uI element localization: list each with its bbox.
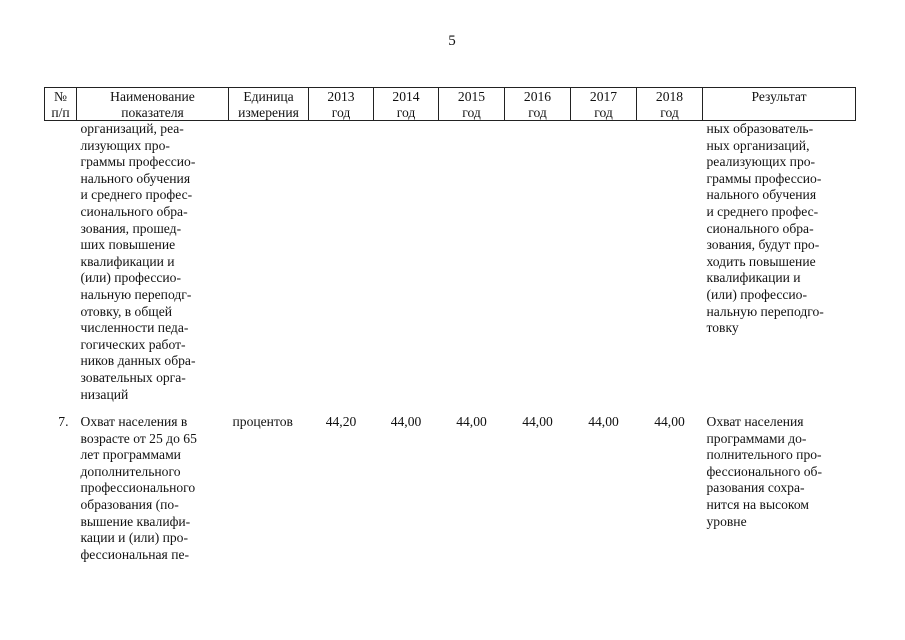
header-year-2018: 2018 год: [637, 88, 703, 121]
table-row-7: [45, 403, 856, 563]
table-header-row: [45, 88, 856, 121]
indicators-table: [44, 87, 856, 563]
cell-2018-empty: [637, 121, 703, 404]
cell-value-2017: 44,00: [588, 414, 619, 430]
cell-unit-empty: [229, 121, 309, 404]
page-number: 5: [448, 33, 456, 49]
table-row-continued: [45, 121, 856, 404]
cell-unit: процентов: [232, 414, 293, 430]
cell-value-2018: 44,00: [654, 414, 685, 430]
cell-result-continued: ных образователь- ных организаций, реализующих про- граммы профессио- нального обучения и среднего профес- сионального обра- зования, будут про- ходить повышение квалификации и (или) профессио- нальную переподго- товку: [706, 121, 824, 336]
header-num: № п/п: [45, 88, 77, 121]
cell-value-2014: 44,00: [390, 414, 422, 430]
header-unit: Единица измерения: [229, 88, 309, 121]
header-year-2016: 2016 год: [505, 88, 571, 121]
cell-2014-empty: [374, 121, 439, 404]
header-year-2015: 2015 год: [439, 88, 505, 121]
cell-name-continued: организаций, реа- лизующих про- граммы профессио- нального обучения и среднего профес- сионального обра- зования, прошед- ших повышение квалификации и (или) профессио- нальную переподг- отовку, в общей численности педа- гогических работ- ников данных обра- зовательных орга- низаций: [80, 121, 196, 402]
header-year-2013: 2013 год: [309, 88, 374, 121]
cell-name: Охват населения в возрасте от 25 до 65 лет программами дополнительного профессионального образования (по- вышение квалифи- кации и (или) про- фессиональная пе-: [80, 414, 197, 562]
header-year-2014: 2014 год: [374, 88, 439, 121]
cell-2016-empty: [505, 121, 571, 404]
cell-num: 7.: [58, 414, 69, 430]
cell-result: Охват населения программами до- полнительного про- фессионального об- разования сохра- нится на высоком уровне: [706, 414, 822, 529]
cell-value-2016: 44,00: [522, 414, 553, 430]
cell-2013-empty: [309, 121, 374, 404]
cell-num-empty: [45, 121, 77, 404]
cell-2017-empty: [571, 121, 637, 404]
header-name: Наименование показателя: [77, 88, 229, 121]
cell-value-2015: 44,00: [456, 414, 487, 430]
header-result: Результат: [703, 88, 856, 121]
cell-2015-empty: [439, 121, 505, 404]
cell-value-2013: 44,20: [325, 414, 357, 430]
header-year-2017: 2017 год: [571, 88, 637, 121]
